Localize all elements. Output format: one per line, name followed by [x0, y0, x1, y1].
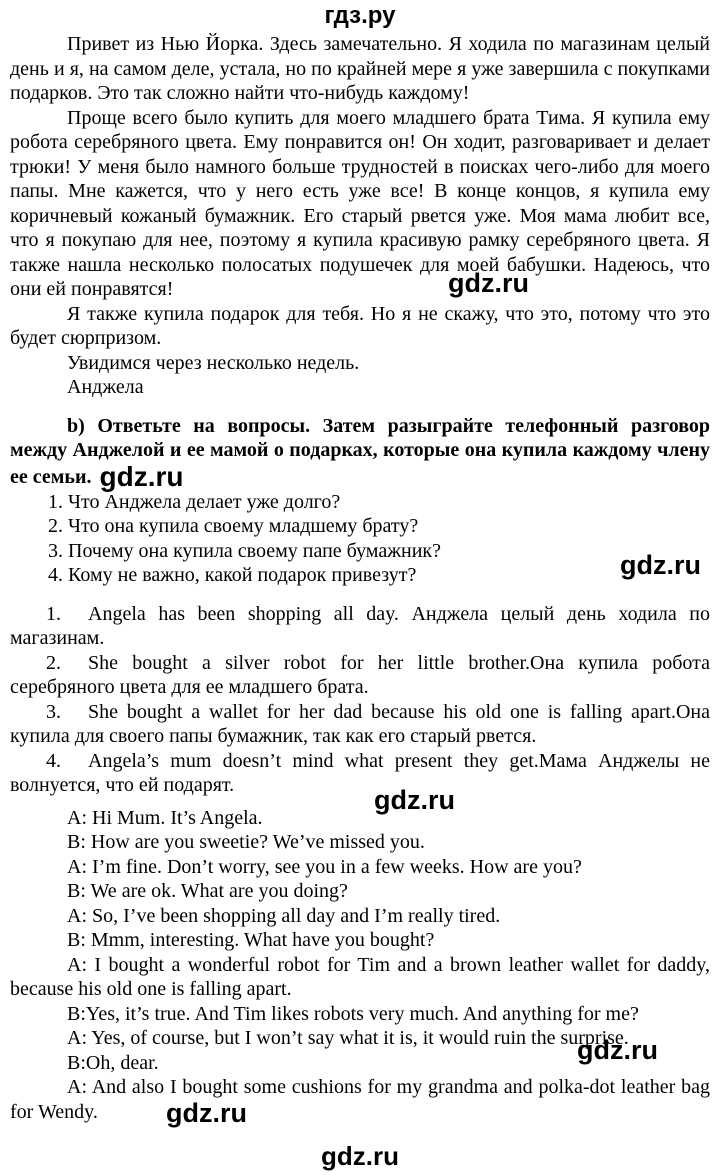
question-4: 4. Кому не важно, какой подарок привезут? [48, 564, 417, 586]
dialogue-line-6: B: Mmm, interesting. What have you bought? [67, 929, 435, 951]
gdz-watermark: gdz.ru [99, 460, 184, 492]
dialogue-line-7: A: I bought a wonderful robot for Tim and a brown leather wallet for daddy, because his old one is falling apart. [10, 953, 710, 1000]
question-1: 1. Что Анджела делает уже долго? [48, 490, 341, 513]
answer-number: 2. [46, 651, 61, 674]
answer-text: She bought a silver robot for her little brother.Она купила робота серебряного цвета для ее младшего брата. [10, 651, 710, 698]
task-instruction [10, 414, 710, 490]
gdz-watermark: gdz.ru [620, 550, 701, 580]
letter-paragraph-1: Привет из Нью Йорка. Здесь замечательно. Я ходила по магазинам целый день и я, на самом деле, устала, но по крайней мере я уже завершила с покупками подарков. Это так сложно найти что-нибудь каждому! [10, 33, 710, 104]
gdz-watermark: gdz.ru [577, 1035, 658, 1065]
dialogue-line-8: B:Yes, it’s true. And Tim likes robots very much. And anything for me? [67, 1002, 639, 1025]
dialogue-line-1: A: Hi Mum. It’s Angela. [67, 806, 263, 829]
answers-section [10, 602, 710, 798]
dialogue-line-4: B: We are ok. What are you doing? [67, 880, 348, 902]
task-instruction-text: b) Ответьте на вопросы. Затем разыграйте телефонный разговор между Анджелой и ее мамой о подарках, которые она купила каждому члену ее семьи. [10, 414, 710, 488]
gdz-watermark: gdz.ru [166, 1098, 247, 1128]
dialogue-line-2: B: How are you sweetie? We’ve missed you. [67, 831, 425, 853]
answer-1 [10, 602, 710, 651]
answer-number: 1. [46, 602, 61, 625]
answer-text: Angela has been shopping all day. Анджела целый день ходила по магазинам. [10, 602, 710, 649]
gdz-footer-watermark: gdz.ru [321, 1141, 399, 1171]
answer-4 [10, 749, 710, 798]
dialogue-line-5: A: So, I’ve been shopping all day and I’m really tired. [67, 904, 501, 927]
dialogue-line-3: A: I’m fine. Don’t worry, see you in a few weeks. How are you? [67, 855, 582, 878]
dialogue-section [10, 806, 710, 1128]
site-title: гдз.ру [324, 2, 396, 29]
answer-number: 4. [46, 749, 61, 772]
letter-closing: Увидимся через несколько недель. [67, 351, 360, 374]
answer-2 [10, 651, 710, 700]
letter-signature: Анджела [67, 376, 144, 398]
gdz-watermark: gdz.ru [448, 268, 529, 298]
gdz-watermark: gdz.ru [374, 785, 455, 815]
letter-paragraph-2: Проще всего было купить для моего младшего брата Тима. Я купила ему робота серебряного цвета. Ему понравится он! Он ходит, разговаривает и делает трюки! У меня было намного больше трудностей в поисках чего-либо для моего папы. Мне кажется, что у него есть уже все! В конце концов, я купила ему коричневый кожаный бумажник. Его старый рвется уже. Моя мама любит все, что я покупаю для нее, поэтому я купила красивую рамку серебряного цвета. Я также нашла несколько полосатых подушечек для моей бабушки. Надеюсь, что они ей понравятся! [10, 106, 710, 300]
question-3: 3. Почему она купила своему папе бумажник? [48, 539, 442, 562]
answer-text: Angela’s mum doesn’t mind what present they get.Мама Анджелы не волнуется, что ей подарят. [10, 749, 710, 796]
answer-number: 3. [46, 700, 61, 723]
question-2: 2. Что она купила своему младшему брату? [48, 515, 419, 537]
dialogue-line-10: B:Oh, dear. [67, 1051, 159, 1074]
dialogue-line-11: A: And also I bought some cushions for my grandma and polka-dot leather bag for Wendy. [10, 1076, 710, 1123]
answer-3 [10, 700, 710, 749]
dialogue-line-9: A: Yes, of course, but I won’t say what it is, it would ruin the surprise. [67, 1027, 629, 1049]
letter-paragraph-3: Я также купила подарок для тебя. Но я не скажу, что это, потому что это будет сюрпризом. [10, 302, 710, 349]
answer-text: She bought a wallet for her dad because his old one is falling apart.Она купила для своего папы бумажник, так как его старый рвется. [10, 700, 710, 747]
